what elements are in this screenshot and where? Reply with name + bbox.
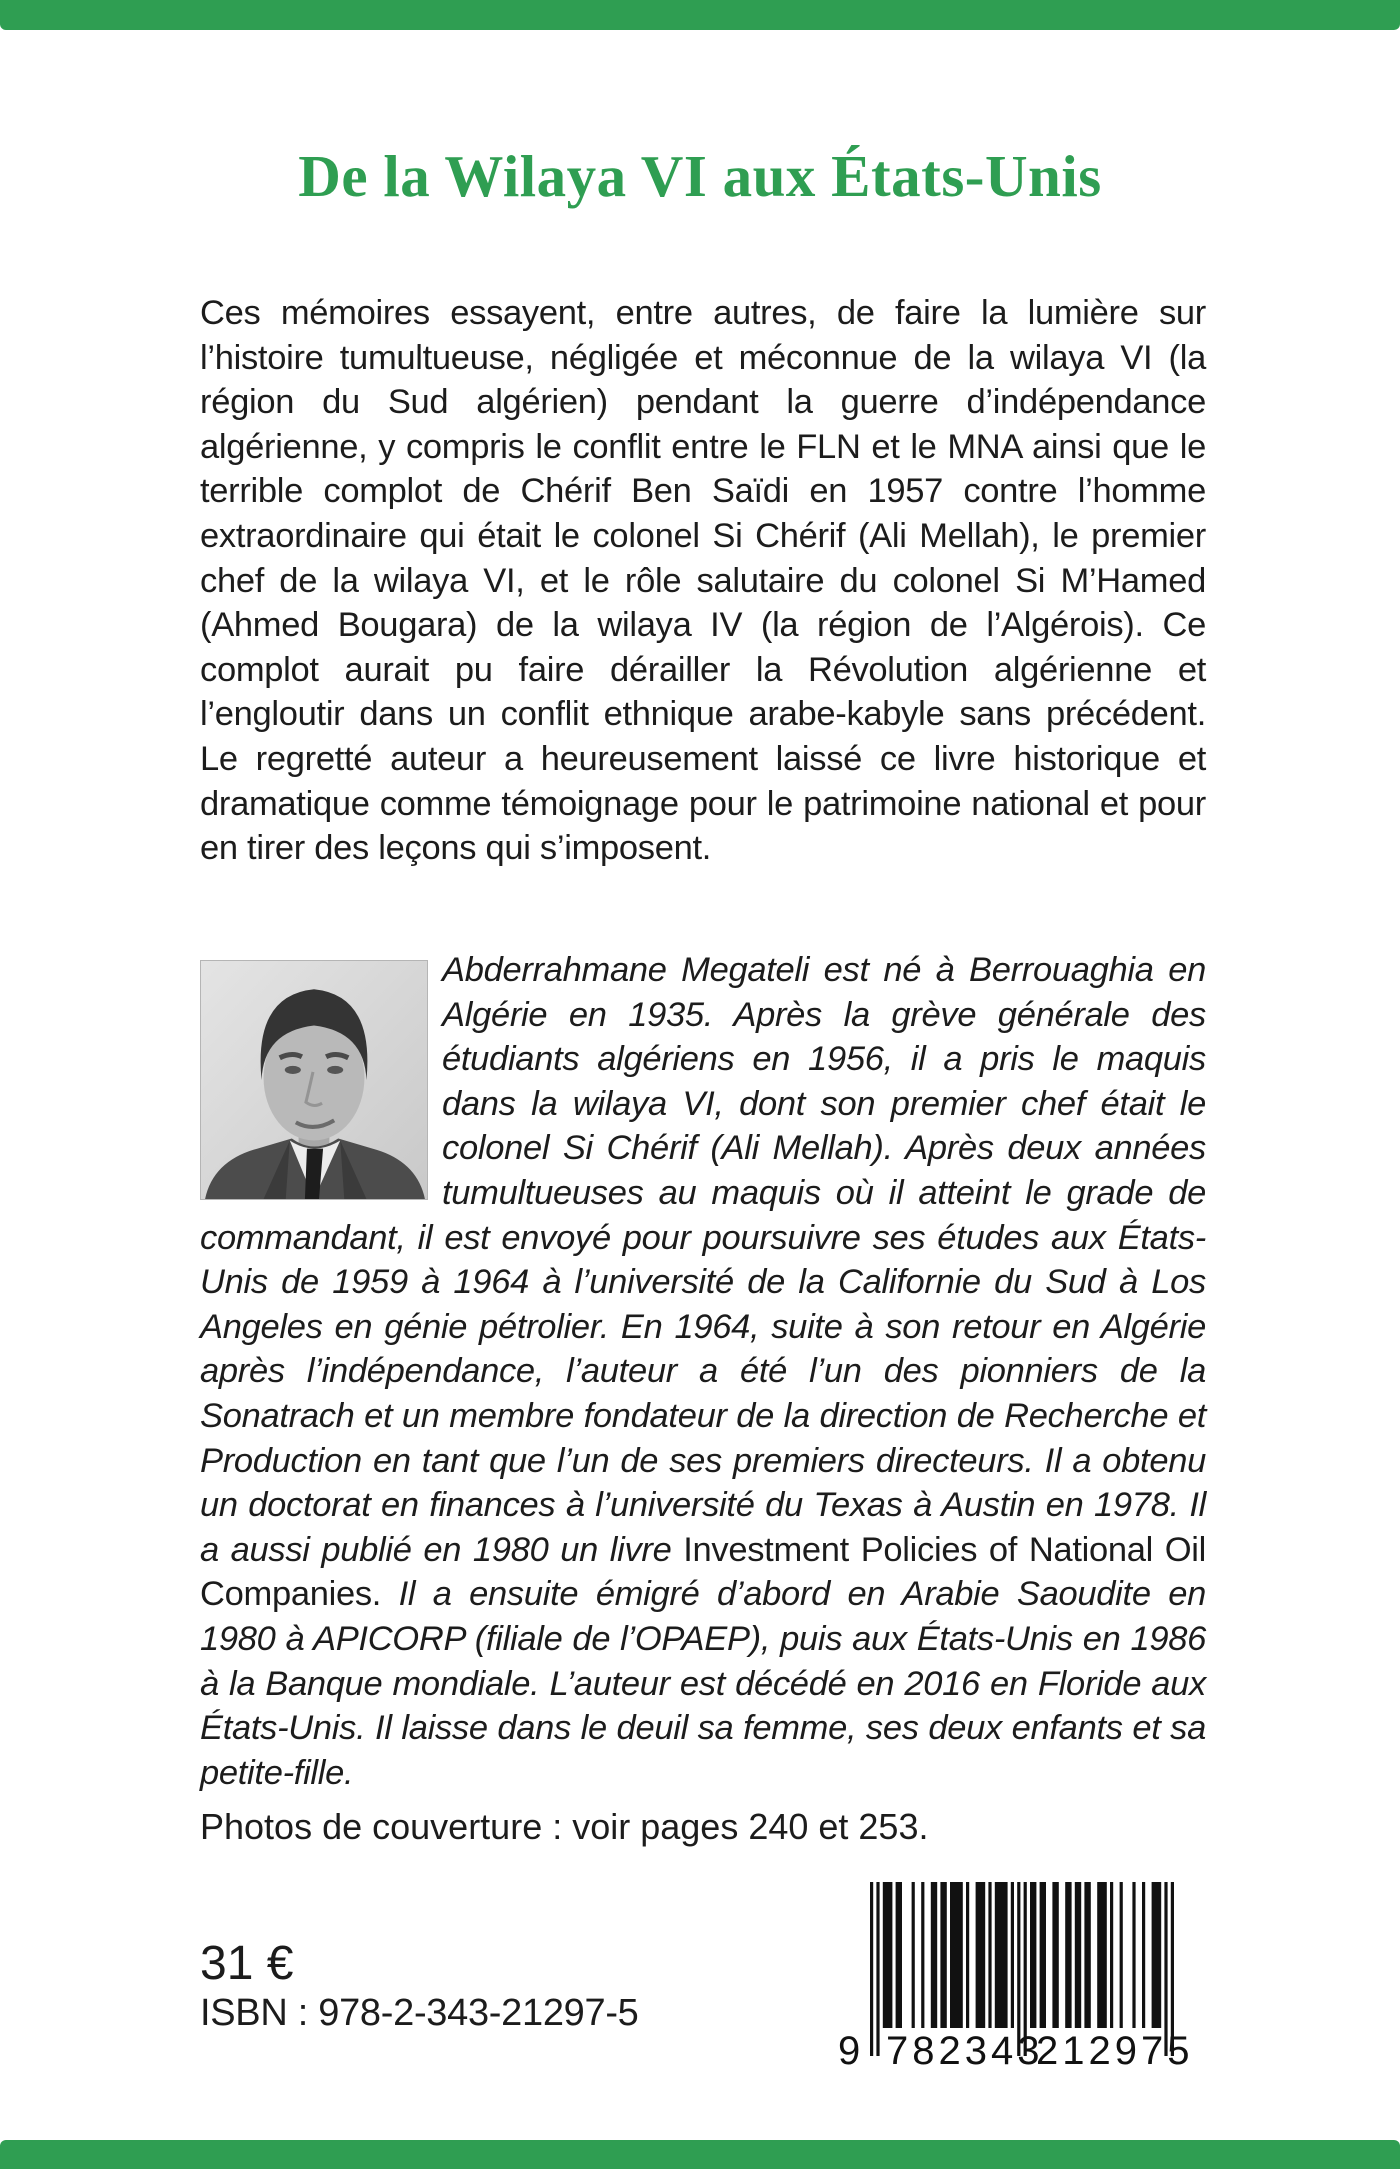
barcode-left-digits: 782343 — [886, 2029, 1044, 2073]
author-bio-section — [200, 948, 1206, 1795]
author-portrait-illustration — [200, 960, 428, 1200]
author-portrait-photo — [200, 960, 426, 1198]
bottom-green-border — [0, 2140, 1400, 2169]
book-title: De la Wilaya VI aux États-Unis — [298, 143, 1102, 209]
synopsis-paragraph: Ces mémoires essayent, entre autres, de faire la lumière sur l’histoire tumultueuse, négligée et méconnue de la wilaya VI (la région du Sud algérien) pendant la guerre d’indépendance algérienne, y compris le conflit entre le FLN et le MNA ainsi que le terrible complot de Chérif Ben Saïdi en 1957 contre l’homme extraordinaire qui était le colonel Si Chérif (Ali Mellah), le premier chef de la wilaya VI, et le rôle salutaire du colonel Si M’Hamed (Ahmed Bougara) de la wilaya IV (la région de l’Algérois). Ce complot aurait pu faire dérailler la Révolution algérienne et l’engloutir dans un conflit ethnique arabe-kabyle sans précédent. Le regretté auteur a heureusement laissé ce livre historique et dramatique comme témoignage pour le patrimoine national et pour en tirer des leçons qui s’imposent. — [200, 294, 1206, 868]
price-label: 31 € — [200, 1937, 294, 1990]
bio-cited-book-title: Investment Policies of National Oil Companies. — [200, 1530, 1207, 1614]
top-green-border — [0, 0, 1400, 30]
bio-text-part2: Il a ensuite émigré d’abord en Arabie Saoudite en 1980 à APICORP (filiale de l’OPAEP), puis aux États-Unis en 1986 à la Banque mondiale. L’auteur est décédé en 2016 en Floride aux États-Unis. Il laisse dans le deuil sa femme, ses deux enfants et sa petite-fille. — [200, 1575, 1206, 1792]
cover-photos-note: Photos de couverture : voir pages 240 et 253. — [200, 1806, 929, 1847]
isbn-label: ISBN : 978-2-343-21297-5 — [200, 1992, 639, 2034]
barcode-right-digits: 212975 — [1036, 2029, 1194, 2073]
ean13-barcode — [838, 1882, 1194, 2082]
barcode-first-digit: 9 — [838, 2029, 861, 2073]
bio-text-part1: Abderrahmane Megateli est né à Berrouaghia en Algérie en 1935. Après la grève générale des étudiants algériens en 1956, il a pris le maquis dans la wilaya VI, dont son premier chef était le colonel Si Chérif (Ali Mellah). Après deux années tumultueuses au maquis où il atteint le grade de commandant, il est envoyé pour poursuivre ses études aux États-Unis de 1959 à 1964 à l’université de la Californie du Sud à Los Angeles en génie pétrolier. En 1964, suite à son retour en Algérie après l’indépendance, l’auteur a été l’un des pionniers de la Sonatrach et un membre fondateur de la direction de Recherche et Production en tant que l’un de ses premiers directeurs. Il a obtenu un doctorat en finances à l’université du Texas à Austin en 1978. Il a aussi publié en 1980 un livre — [200, 951, 1206, 1569]
